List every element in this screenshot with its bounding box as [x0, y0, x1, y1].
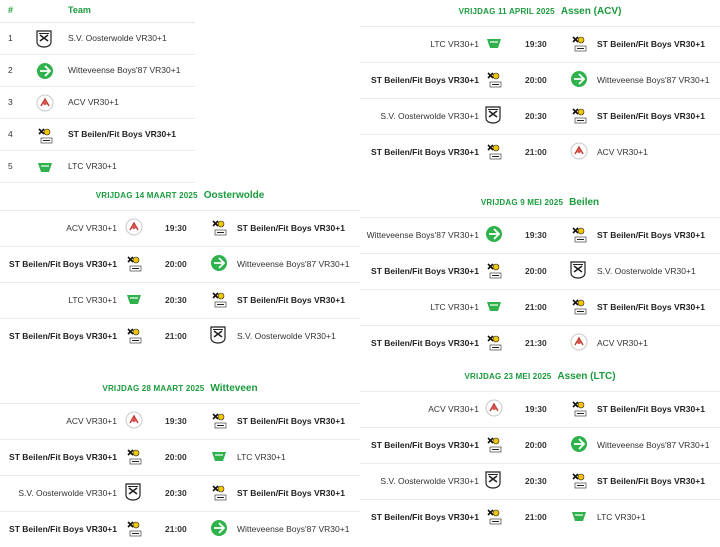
match-row[interactable]	[360, 427, 720, 463]
beilen-logo-icon	[570, 34, 588, 54]
home-team[interactable]: LTC VR30+1	[430, 302, 479, 312]
away-team[interactable]: ST Beilen/Fit Boys VR30+1	[237, 416, 345, 426]
beilen-logo-icon	[570, 297, 588, 317]
standings-team-name[interactable]: Witteveense Boys'87 VR30+1	[68, 65, 181, 75]
beilen-logo-icon	[36, 126, 54, 146]
round-location: Assen (ACV)	[560, 6, 622, 17]
match-row[interactable]	[0, 318, 360, 354]
match-row[interactable]	[360, 217, 720, 253]
match-time: 19:30	[525, 230, 547, 240]
away-team[interactable]: ACV VR30+1	[597, 147, 648, 157]
match-time: 20:00	[525, 266, 547, 276]
beilen-logo-icon	[570, 225, 588, 245]
away-team[interactable]: ST Beilen/Fit Boys VR30+1	[597, 404, 705, 414]
beilen-logo-icon	[125, 447, 143, 467]
round-header	[0, 181, 360, 210]
match-time: 19:30	[525, 39, 547, 49]
rank-header: #	[8, 5, 14, 15]
beilen-logo-icon	[125, 519, 143, 539]
match-time: 19:30	[525, 404, 547, 414]
home-team[interactable]: ST Beilen/Fit Boys VR30+1	[371, 338, 479, 348]
away-team[interactable]: Witteveense Boys'87 VR30+1	[597, 440, 710, 450]
beilen-logo-icon	[125, 326, 143, 346]
home-team[interactable]: ACV VR30+1	[66, 416, 117, 426]
home-team[interactable]: ST Beilen/Fit Boys VR30+1	[9, 331, 117, 341]
match-round	[360, 0, 720, 170]
oosterwolde-logo-icon	[485, 471, 501, 489]
home-team[interactable]: S.V. Oosterwolde VR30+1	[380, 476, 479, 486]
away-team[interactable]: LTC VR30+1	[237, 452, 286, 462]
home-team[interactable]: ST Beilen/Fit Boys VR30+1	[371, 440, 479, 450]
round-header	[360, 0, 720, 26]
match-row[interactable]	[0, 403, 360, 439]
home-team[interactable]: ST Beilen/Fit Boys VR30+1	[371, 512, 479, 522]
beilen-logo-icon	[210, 483, 228, 503]
round-date: VRIJDAG 9 MEI 2025	[480, 198, 564, 207]
away-team[interactable]: ST Beilen/Fit Boys VR30+1	[237, 488, 345, 498]
standings-rank: 2	[8, 65, 13, 75]
away-team[interactable]: ST Beilen/Fit Boys VR30+1	[597, 476, 705, 486]
beilen-logo-icon	[570, 471, 588, 491]
match-time: 20:00	[525, 75, 547, 85]
ltc-logo-icon	[485, 34, 503, 52]
match-round	[360, 362, 720, 535]
standings-team-name[interactable]: S.V. Oosterwolde VR30+1	[68, 33, 167, 43]
home-team[interactable]: ACV VR30+1	[66, 223, 117, 233]
witteveen-logo-icon	[210, 254, 228, 272]
away-team[interactable]: ACV VR30+1	[597, 338, 648, 348]
standings-row[interactable]	[0, 151, 195, 183]
standings-team-name[interactable]: LTC VR30+1	[68, 161, 117, 171]
standings-row[interactable]	[0, 23, 195, 55]
beilen-logo-icon	[210, 290, 228, 310]
away-team[interactable]: ST Beilen/Fit Boys VR30+1	[597, 111, 705, 121]
match-row[interactable]	[360, 62, 720, 98]
round-location: Beilen	[569, 197, 600, 208]
round-location: Witteveen	[210, 383, 258, 394]
home-team[interactable]: S.V. Oosterwolde VR30+1	[380, 111, 479, 121]
match-round	[360, 188, 720, 361]
standings-row[interactable]	[0, 87, 195, 119]
match-time: 20:30	[165, 488, 187, 498]
home-team[interactable]: ST Beilen/Fit Boys VR30+1	[371, 75, 479, 85]
witteveen-logo-icon	[570, 435, 588, 453]
match-row[interactable]	[360, 325, 720, 361]
standings-table	[0, 23, 360, 183]
round-date: VRIJDAG 14 MAART 2025	[95, 191, 198, 200]
away-team[interactable]: ST Beilen/Fit Boys VR30+1	[597, 302, 705, 312]
home-team[interactable]: ST Beilen/Fit Boys VR30+1	[9, 259, 117, 269]
match-row[interactable]	[0, 210, 360, 246]
away-team[interactable]: Witteveense Boys'87 VR30+1	[597, 75, 710, 85]
beilen-logo-icon	[485, 261, 503, 281]
acv-logo-icon	[485, 399, 503, 417]
witteveen-logo-icon	[210, 519, 228, 537]
match-time: 19:30	[165, 223, 187, 233]
beilen-logo-icon	[485, 507, 503, 527]
round-header	[360, 362, 720, 391]
home-team[interactable]: S.V. Oosterwolde VR30+1	[18, 488, 117, 498]
witteveen-logo-icon	[485, 225, 503, 243]
acv-logo-icon	[125, 411, 143, 429]
oosterwolde-logo-icon	[125, 483, 141, 501]
match-time: 20:00	[525, 440, 547, 450]
match-row[interactable]	[360, 134, 720, 170]
match-time: 21:00	[525, 147, 547, 157]
match-row[interactable]	[360, 391, 720, 427]
standings-header	[0, 0, 195, 23]
round-date: VRIJDAG 28 MAART 2025	[102, 384, 205, 393]
acv-logo-icon	[570, 333, 588, 351]
match-time: 20:00	[165, 452, 187, 462]
witteveen-logo-icon	[570, 70, 588, 88]
oosterwolde-logo-icon	[485, 106, 501, 124]
round-date: VRIJDAG 23 MEI 2025	[464, 372, 552, 381]
acv-logo-icon	[570, 142, 588, 160]
match-time: 21:30	[525, 338, 547, 348]
standings-rank: 4	[8, 129, 13, 139]
acv-logo-icon	[125, 218, 143, 236]
match-row[interactable]	[360, 499, 720, 535]
standings-rank: 5	[8, 161, 13, 171]
standings-team-name[interactable]: ST Beilen/Fit Boys VR30+1	[68, 129, 176, 139]
beilen-logo-icon	[485, 435, 503, 455]
standings-rank: 3	[8, 97, 13, 107]
match-time: 21:00	[525, 512, 547, 522]
match-row[interactable]	[360, 253, 720, 289]
match-round	[0, 374, 360, 547]
match-row[interactable]	[360, 98, 720, 134]
match-time: 20:30	[525, 111, 547, 121]
away-team[interactable]: ST Beilen/Fit Boys VR30+1	[237, 295, 345, 305]
home-team[interactable]: Witteveense Boys'87 VR30+1	[366, 230, 479, 240]
away-team[interactable]: ST Beilen/Fit Boys VR30+1	[237, 223, 345, 233]
acv-logo-icon	[36, 94, 54, 112]
match-row[interactable]	[0, 511, 360, 547]
away-team[interactable]: Witteveense Boys'87 VR30+1	[237, 524, 350, 534]
ltc-logo-icon	[570, 507, 588, 525]
oosterwolde-logo-icon	[210, 326, 226, 344]
beilen-logo-icon	[485, 142, 503, 162]
oosterwolde-logo-icon	[36, 30, 52, 48]
beilen-logo-icon	[125, 254, 143, 274]
beilen-logo-icon	[210, 411, 228, 431]
round-header	[360, 188, 720, 217]
match-row[interactable]	[0, 439, 360, 475]
away-team[interactable]: LTC VR30+1	[597, 512, 646, 522]
match-row[interactable]	[0, 246, 360, 282]
away-team[interactable]: ST Beilen/Fit Boys VR30+1	[597, 230, 705, 240]
home-team[interactable]: ST Beilen/Fit Boys VR30+1	[9, 452, 117, 462]
round-location: Oosterwolde	[203, 190, 265, 201]
left-column	[0, 0, 360, 534]
match-time: 20:30	[165, 295, 187, 305]
away-team[interactable]: S.V. Oosterwolde VR30+1	[237, 331, 336, 341]
beilen-logo-icon	[485, 333, 503, 353]
away-team[interactable]: Witteveense Boys'87 VR30+1	[237, 259, 350, 269]
home-team[interactable]: LTC VR30+1	[430, 39, 479, 49]
standings-team-name[interactable]: ACV VR30+1	[68, 97, 119, 107]
standings-rank: 1	[8, 33, 13, 43]
match-row[interactable]	[360, 289, 720, 325]
match-time: 19:30	[165, 416, 187, 426]
away-team[interactable]: ST Beilen/Fit Boys VR30+1	[597, 39, 705, 49]
away-team[interactable]: S.V. Oosterwolde VR30+1	[597, 266, 696, 276]
home-team[interactable]: ST Beilen/Fit Boys VR30+1	[9, 524, 117, 534]
home-team[interactable]: ST Beilen/Fit Boys VR30+1	[371, 147, 479, 157]
round-date: VRIJDAG 11 APRIL 2025	[458, 7, 555, 16]
match-row[interactable]	[0, 282, 360, 318]
match-time: 21:00	[525, 302, 547, 312]
match-time: 20:30	[525, 476, 547, 486]
oosterwolde-logo-icon	[570, 261, 586, 279]
beilen-logo-icon	[570, 106, 588, 126]
ltc-logo-icon	[210, 447, 228, 465]
round-header	[0, 374, 360, 403]
ltc-logo-icon	[36, 158, 54, 176]
team-header: Team	[68, 5, 91, 15]
match-time: 20:00	[165, 259, 187, 269]
home-team[interactable]: LTC VR30+1	[68, 295, 117, 305]
beilen-logo-icon	[210, 218, 228, 238]
beilen-logo-icon	[570, 399, 588, 419]
ltc-logo-icon	[485, 297, 503, 315]
match-round	[0, 181, 360, 354]
match-time: 21:00	[165, 331, 187, 341]
match-row[interactable]	[360, 463, 720, 499]
standings-row[interactable]	[0, 55, 195, 87]
round-location: Assen (LTC)	[557, 371, 616, 382]
home-team[interactable]: ST Beilen/Fit Boys VR30+1	[371, 266, 479, 276]
beilen-logo-icon	[485, 70, 503, 90]
match-row[interactable]	[360, 26, 720, 62]
ltc-logo-icon	[125, 290, 143, 308]
match-time: 21:00	[165, 524, 187, 534]
standings-row[interactable]	[0, 119, 195, 151]
match-row[interactable]	[0, 475, 360, 511]
witteveen-logo-icon	[36, 62, 54, 80]
home-team[interactable]: ACV VR30+1	[428, 404, 479, 414]
